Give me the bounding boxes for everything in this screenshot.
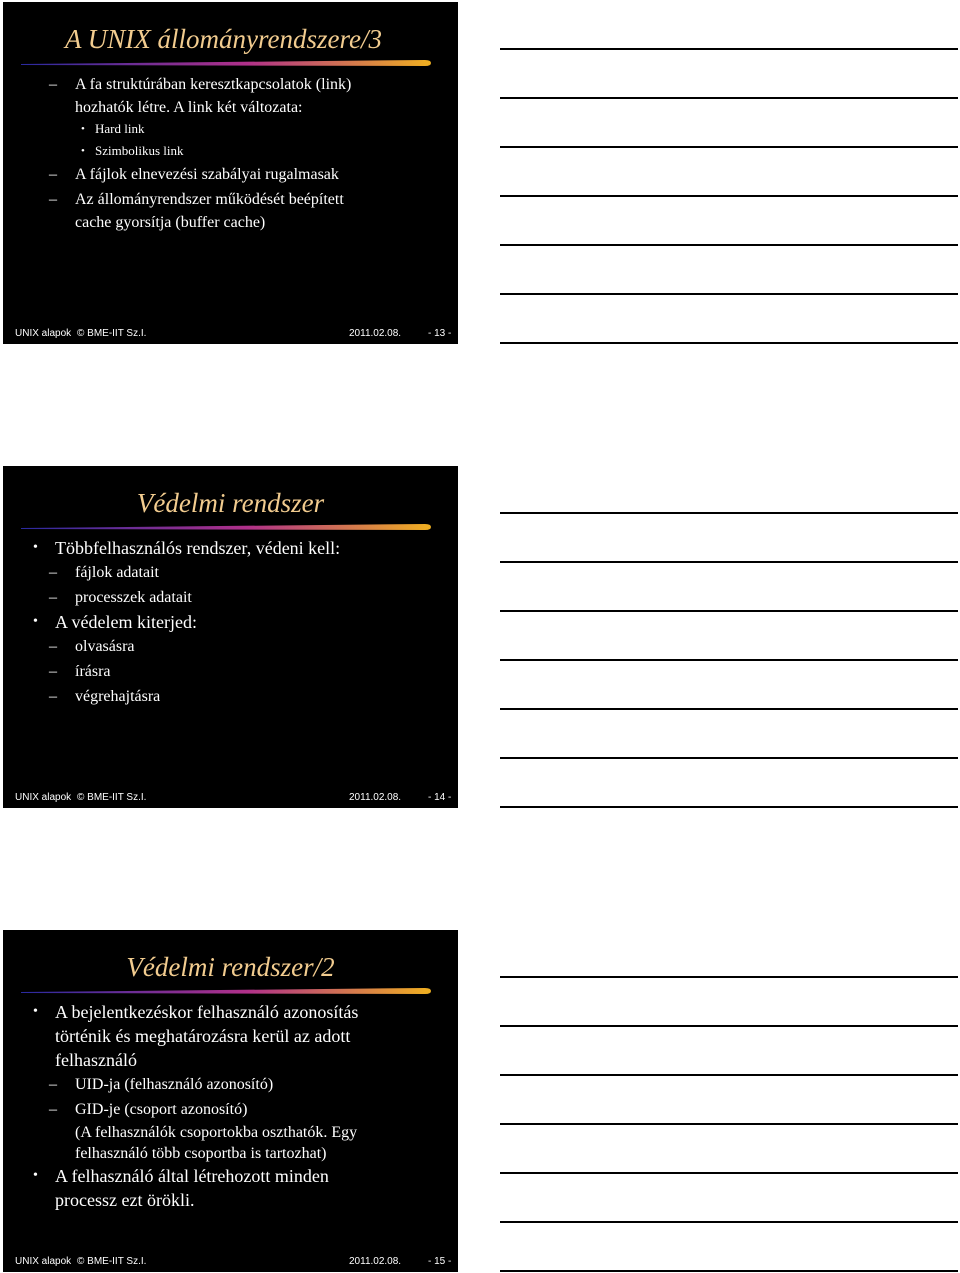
bullet-item xyxy=(29,162,446,187)
note-line xyxy=(500,659,958,661)
note-line xyxy=(500,1172,958,1174)
slide-13 xyxy=(3,2,458,344)
slide-title: Védelmi rendszer xyxy=(136,488,325,518)
note-line xyxy=(500,757,958,759)
slide-footer xyxy=(15,790,452,806)
note-line xyxy=(500,1221,958,1223)
bullet-item xyxy=(29,610,446,634)
note-line xyxy=(500,293,958,295)
bullet-text: UID-ja (felhasználó azonosító) xyxy=(75,1076,274,1093)
bullet-item xyxy=(29,1000,446,1024)
footer-page-number: - 14 - xyxy=(428,792,452,803)
slide-14 xyxy=(3,466,458,808)
slide-title: Védelmi rendszer/2 xyxy=(126,952,335,982)
bullet-text: GID-je (csoport azonosító) xyxy=(75,1101,248,1118)
note-line xyxy=(500,97,958,99)
bullet-text: A felhasználó által létrehozott minden xyxy=(55,1166,329,1186)
bullet-text: Hard link xyxy=(95,121,145,136)
bullet-text: A fa struktúrában keresztkapcsolatok (link) xyxy=(75,76,352,93)
note-line xyxy=(500,806,958,808)
note-line xyxy=(500,146,958,148)
title-underline-bar xyxy=(21,522,431,530)
bullet-text: történik és meghatározásra kerül az adott xyxy=(55,1026,351,1046)
bullet-item xyxy=(29,560,446,585)
note-line xyxy=(500,976,958,978)
footer-page-number: - 15 - xyxy=(428,1256,452,1267)
note-line xyxy=(500,195,958,197)
note-line xyxy=(500,244,958,246)
bullet-text: A bejelentkezéskor felhasználó azonosítás xyxy=(55,1002,359,1022)
bullet-dot-icon: • xyxy=(81,123,85,135)
bullet-item xyxy=(29,536,446,560)
bullet-text: fájlok adatait xyxy=(75,564,159,581)
bullet-text: Szimbolikus link xyxy=(95,143,184,158)
bullet-continuation xyxy=(29,1122,446,1143)
footer-course: UNIX alapok xyxy=(15,328,72,339)
footer-date: 2011.02.08. xyxy=(349,328,402,339)
bullet-item xyxy=(29,1164,446,1188)
footer-copyright: © BME-IIT Sz.I. xyxy=(77,792,147,803)
slide-footer xyxy=(15,1254,452,1270)
slide-body xyxy=(29,72,446,233)
bullet-item xyxy=(29,187,446,212)
note-line xyxy=(500,1270,958,1272)
bullet-continuation xyxy=(29,1143,446,1164)
bullet-item xyxy=(29,634,446,659)
bullet-continuation xyxy=(29,1048,446,1072)
bullet-dash-icon: – xyxy=(49,688,57,705)
bullet-dot-icon: • xyxy=(33,1004,38,1019)
bullet-dash-icon: – xyxy=(49,191,57,208)
bullet-continuation xyxy=(29,1188,446,1212)
bullet-item xyxy=(29,585,446,610)
slide-15 xyxy=(3,930,458,1272)
bullet-dot-icon: • xyxy=(33,1168,38,1183)
bullet-dash-icon: – xyxy=(49,638,57,655)
footer-copyright: © BME-IIT Sz.I. xyxy=(77,328,147,339)
bullet-continuation xyxy=(29,97,446,118)
bullet-text: processzek adatait xyxy=(75,589,192,606)
bullet-item xyxy=(29,659,446,684)
bullet-text: A fájlok elnevezési szabályai rugalmasak xyxy=(75,166,339,183)
bullet-dash-icon: – xyxy=(49,1076,57,1093)
bullet-text: hozhatók létre. A link két változata: xyxy=(75,99,303,116)
bullet-item xyxy=(29,1072,446,1097)
footer-date: 2011.02.08. xyxy=(349,1256,402,1267)
footer-course: UNIX alapok xyxy=(15,792,72,803)
bullet-text: A védelem kiterjed: xyxy=(55,612,197,632)
bullet-text: (A felhasználók csoportokba oszthatók. Egy xyxy=(75,1124,358,1141)
slide-body xyxy=(29,536,446,709)
note-line xyxy=(500,610,958,612)
bullet-text: Többfelhasználós rendszer, védeni kell: xyxy=(55,538,341,558)
bullet-text: Az állományrendszer működését beépített xyxy=(75,191,344,208)
note-line xyxy=(500,1123,958,1125)
bullet-text: olvasásra xyxy=(75,638,135,655)
note-line xyxy=(500,48,958,50)
bullet-continuation xyxy=(29,1024,446,1048)
bullet-text: felhasználó xyxy=(55,1050,137,1070)
title-underline-bar xyxy=(21,986,431,994)
bullet-text: végrehajtásra xyxy=(75,688,161,705)
bullet-dot-icon: • xyxy=(33,614,38,629)
bullet-dash-icon: – xyxy=(49,589,57,606)
bullet-text: processz ezt örökli. xyxy=(55,1190,195,1210)
note-line xyxy=(500,561,958,563)
note-line xyxy=(500,708,958,710)
footer-course: UNIX alapok xyxy=(15,1256,72,1267)
bullet-text: cache gyorsítja (buffer cache) xyxy=(75,214,266,231)
slide-footer xyxy=(15,326,452,342)
note-line xyxy=(500,342,958,344)
slide-body xyxy=(29,1000,446,1212)
title-underline-bar xyxy=(21,58,431,66)
slide-title: A UNIX állományrendszere/3 xyxy=(65,24,382,54)
bullet-item xyxy=(29,1097,446,1122)
bullet-continuation xyxy=(29,212,446,233)
bullet-dash-icon: – xyxy=(49,663,57,680)
footer-page-number: - 13 - xyxy=(428,328,452,339)
bullet-text: írásra xyxy=(75,663,111,680)
bullet-item xyxy=(29,140,446,162)
bullet-dash-icon: – xyxy=(49,166,57,183)
bullet-dot-icon: • xyxy=(33,540,38,555)
footer-copyright: © BME-IIT Sz.I. xyxy=(77,1256,147,1267)
bullet-item xyxy=(29,118,446,140)
footer-date: 2011.02.08. xyxy=(349,792,402,803)
bullet-dash-icon: – xyxy=(49,76,57,93)
bullet-dash-icon: – xyxy=(49,1101,57,1118)
bullet-item xyxy=(29,72,446,97)
bullet-dash-icon: – xyxy=(49,564,57,581)
bullet-item xyxy=(29,684,446,709)
note-line xyxy=(500,1074,958,1076)
note-line xyxy=(500,1025,958,1027)
bullet-text: felhasználó több csoportba is tartozhat) xyxy=(75,1145,327,1162)
bullet-dot-icon: • xyxy=(81,145,85,157)
note-line xyxy=(500,512,958,514)
